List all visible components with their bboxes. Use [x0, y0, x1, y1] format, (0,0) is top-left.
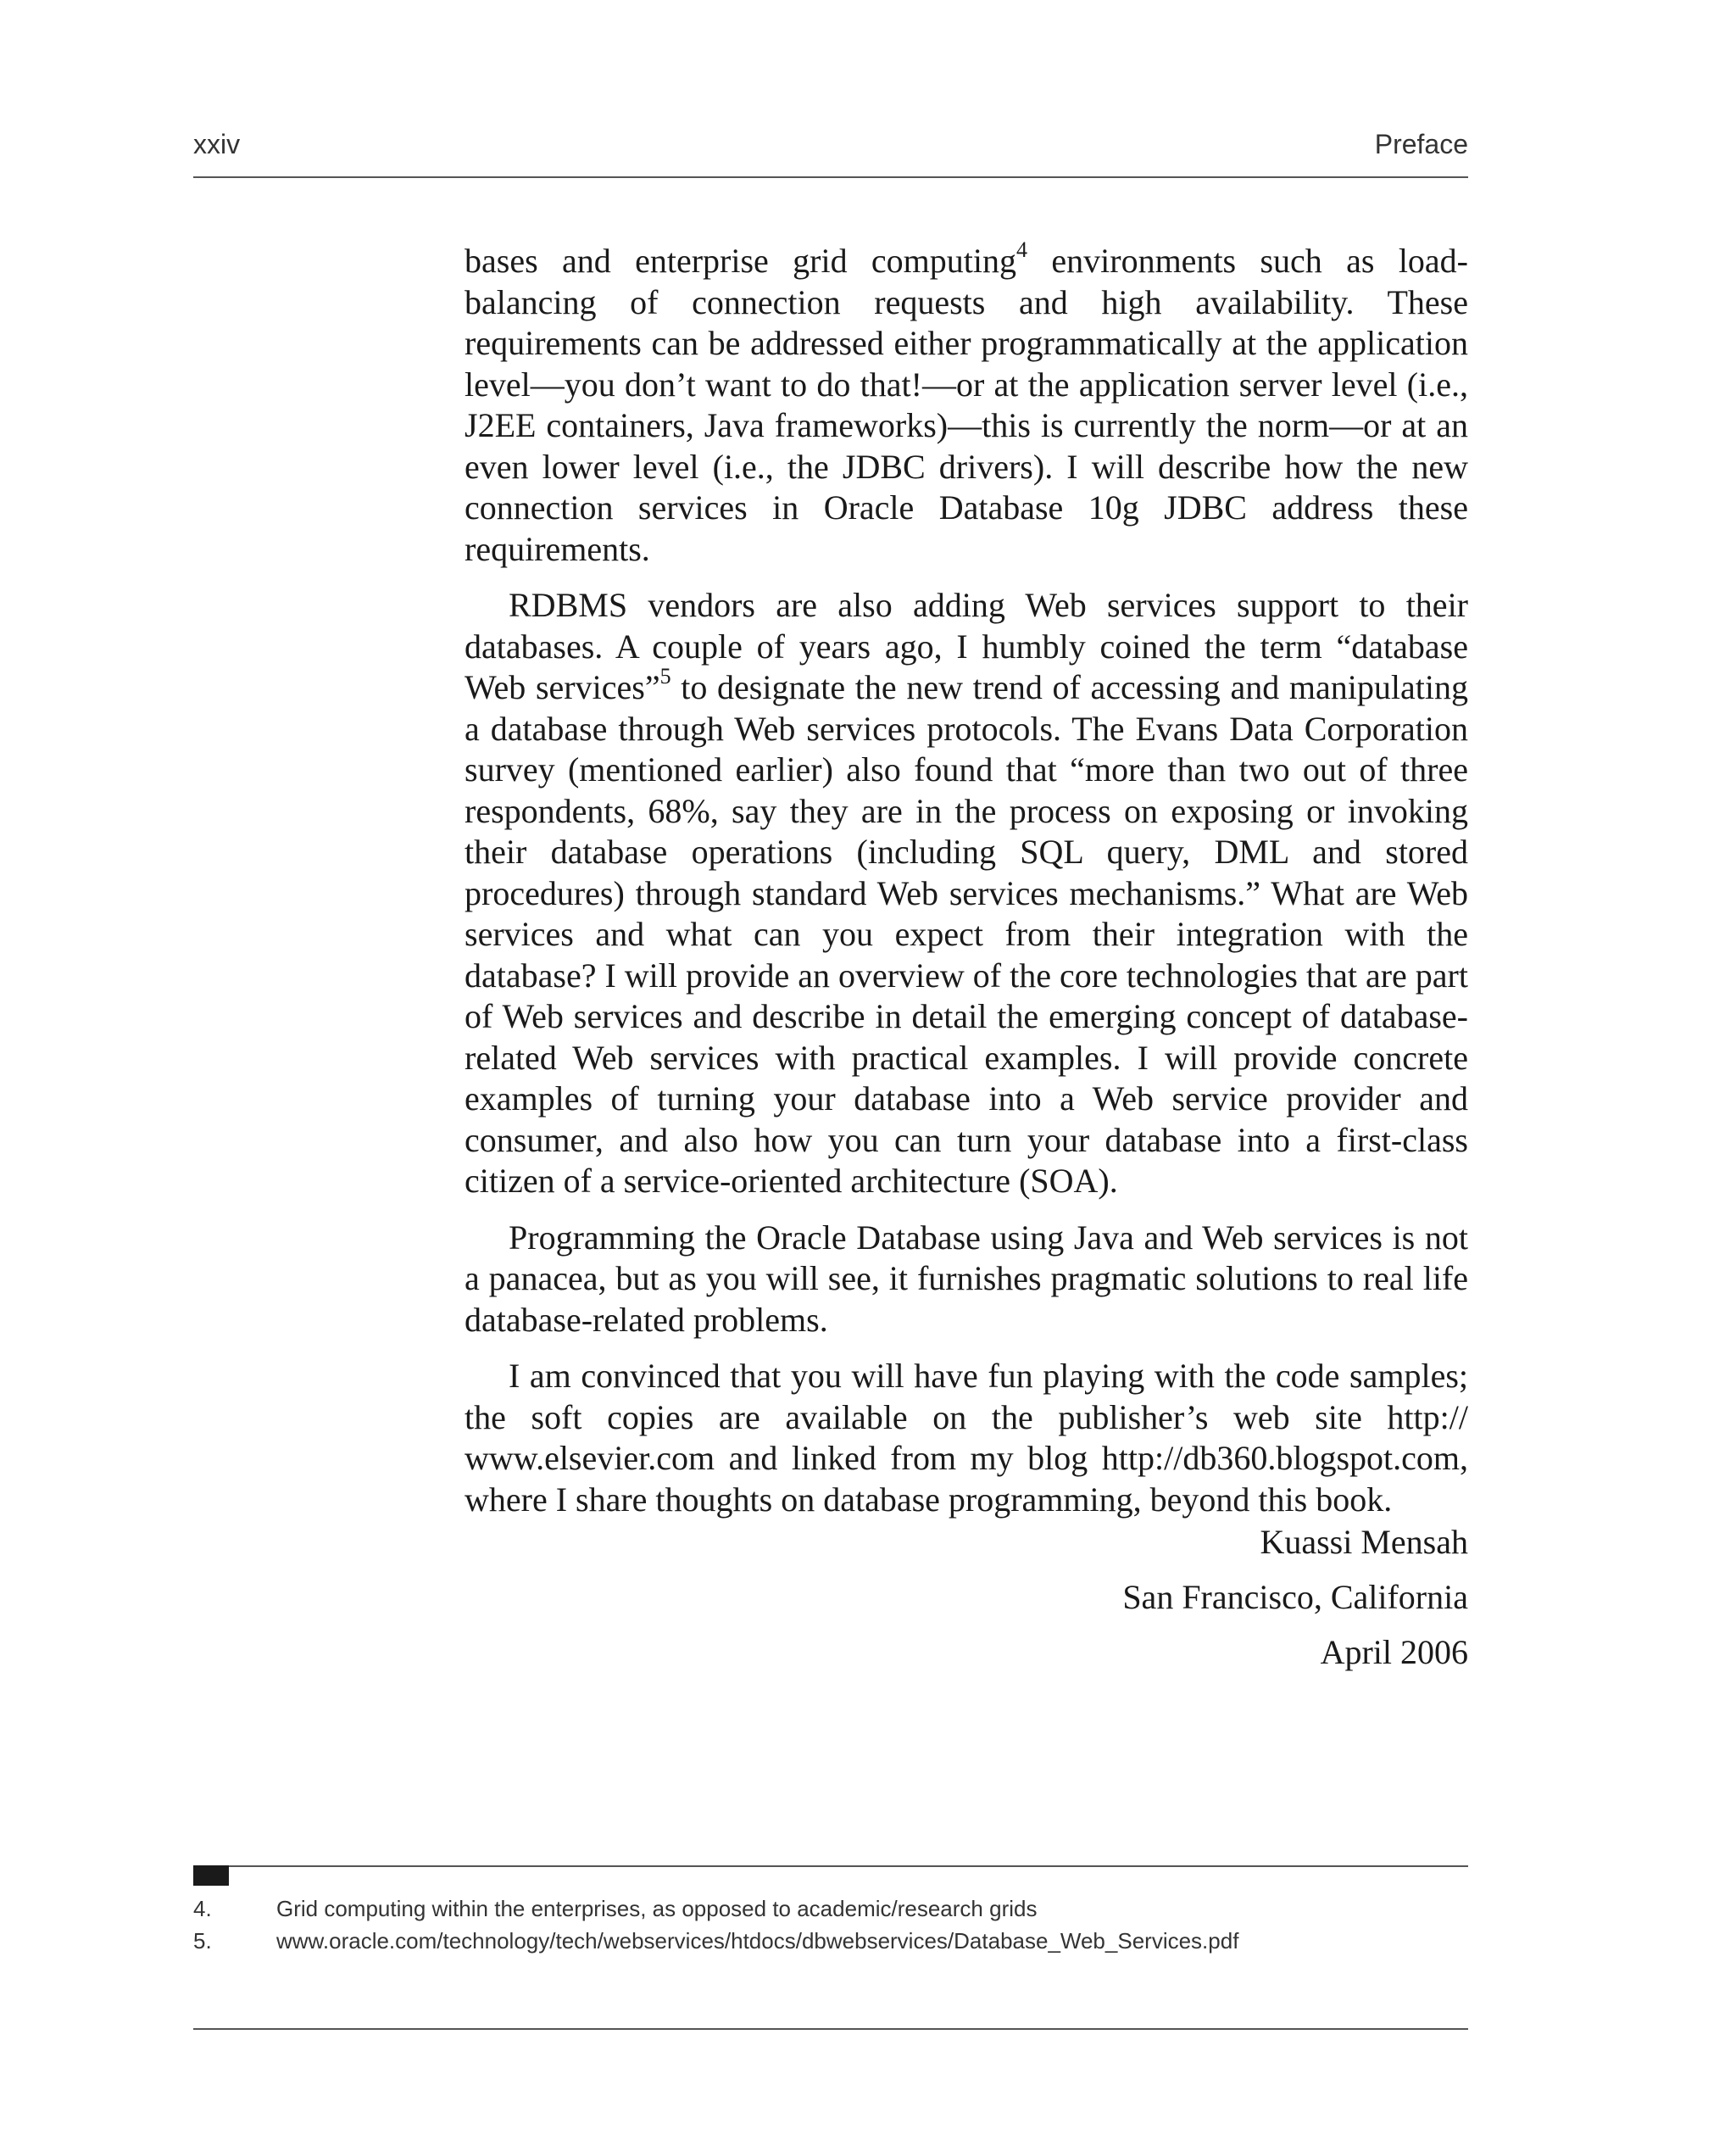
signature-date: April 2006	[1320, 1633, 1468, 1671]
author-name: Kuassi Mensah	[1260, 1523, 1468, 1561]
footnote-rule-marker	[193, 1865, 229, 1886]
paragraph-1-text-b: environments such as load-balancing of connection requests and high availability. These requirements can be addressed either programmatically at the application level—you don’t want to do that!—or at the application server level (i.e., J2EE containers, Java frameworks)—this is currently the norm—or at an even lower level (i.e., the JDBC drivers). I will describe how the new connection services in Oracle Database 10g JDBC address these requirements.	[465, 242, 1468, 568]
running-head	[193, 129, 1468, 178]
footnote-text: Grid computing within the enterprises, as opposed to academic/research grids	[276, 1896, 1038, 1921]
footnote-ref-5: 5	[659, 663, 671, 688]
paragraph-1-text-a: bases and enterprise grid computing	[465, 242, 1017, 280]
footnote-text: www.oracle.com/technology/tech/webservices/htdocs/dbwebservices/Database_Web_Services.pdf	[276, 1928, 1239, 1954]
footnote-4	[193, 1892, 1468, 1925]
body-text	[465, 237, 1468, 1536]
footnote-rule-line	[229, 1865, 1468, 1867]
footnote-number: 5.	[193, 1928, 212, 1954]
bottom-rule	[193, 2028, 1468, 2030]
paragraph-2-text-a: RDBMS vendors are also adding Web services support to their databases. A couple of years ago, I humbly coined the term “database Web services”	[465, 586, 1468, 706]
paragraph-2-text-b: to designate the new trend of accessing and manipulating a database through Web services protocols. The Evans Data Corporation survey (mentioned earlier) also found that “more than two out of three respondents, 68%, say they are in the process on exposing or invoking their database operations (including SQL query, DML and stored procedures) through standard Web services mechanisms.” What are Web services and what can you expect from their integration with the database? I will provide an overview of the core technologies that are part of Web services and describe in detail the emerging concept of database-related Web services with practical examples. I will provide concrete examples of turning your database into a Web service provider and consumer, and also how you can turn your database into a first-class citizen of a service-oriented architecture (SOA).	[465, 668, 1468, 1200]
paragraph-1	[465, 237, 1468, 570]
footnote-ref-4: 4	[1016, 237, 1028, 262]
paragraph-3: Programming the Oracle Database using Java and Web services is not a panacea, but as you will see, it furnishes pragmatic solutions to real life database-related problems.	[465, 1218, 1468, 1339]
footnote-number: 4.	[193, 1896, 212, 1921]
page-number: xxiv	[193, 129, 241, 159]
footnote-rule	[193, 1865, 1468, 1886]
signature-block	[1122, 1514, 1468, 1680]
paragraph-2	[465, 585, 1468, 1202]
footnote-5	[193, 1925, 1468, 1957]
author-location: San Francisco, California	[1122, 1578, 1468, 1616]
footnotes	[193, 1892, 1468, 1957]
paragraph-4: I am convinced that you will have fun playing with the code samples; the soft copies are available on the publisher’s web site http:// www.elsevier.com and linked from my blog http://db360.blogspot.com, where I share thoughts on database programming, beyond this book.	[465, 1357, 1468, 1519]
section-title: Preface	[1374, 129, 1468, 159]
